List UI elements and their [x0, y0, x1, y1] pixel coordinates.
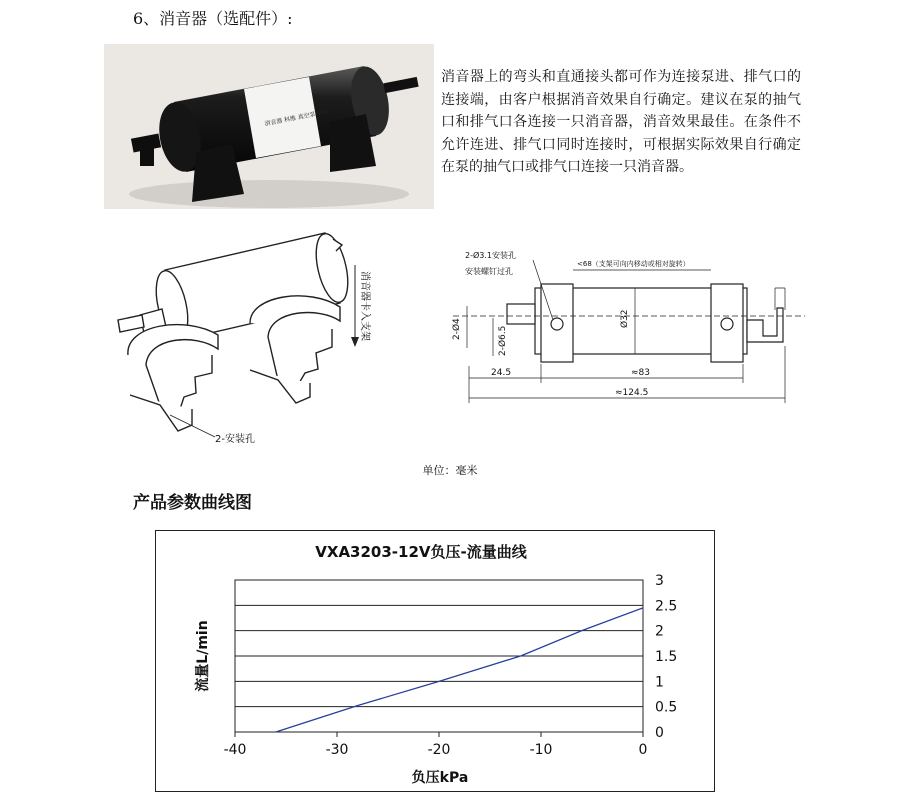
- x-tick-label: -30: [325, 742, 349, 758]
- flow-pressure-chart: [155, 530, 715, 792]
- y-axis-label: 流量L/min: [195, 620, 211, 692]
- note-screw: 安装螺钉过孔: [465, 267, 513, 276]
- y-tick-label: 3: [655, 573, 664, 589]
- unit-caption: 单位：毫米: [422, 464, 478, 477]
- y-tick-label: 1.5: [655, 649, 678, 665]
- dim-inner: 2-Ø6.5: [498, 325, 508, 356]
- x-tick-label: -40: [223, 742, 247, 758]
- y-tick-label: 1: [655, 674, 664, 691]
- section-title: 6、消音器（选配件）:: [133, 9, 293, 28]
- dim-left-height: 2-Ø4: [452, 318, 462, 340]
- note-length: <68（支架可向内移动或相对旋转）: [577, 260, 690, 268]
- x-tick-label: -10: [529, 742, 553, 758]
- description-text: 消音器上的弯头和直通接头都可作为连接泵进、排气口的连接端，由客户根据消音效果自行确定。建议在泵的抽气口和排气口各连接一只消音器，消音效果最佳。在条件不允许连进、排气口同时连接时，可根据实际效果自行确定在泵的抽气口或排气口连接一只消音器。: [441, 69, 801, 175]
- curve-heading: 产品参数曲线图: [133, 493, 252, 513]
- hole-label: 2-安装孔: [215, 434, 255, 445]
- muffler-dimension-drawing: [445, 238, 805, 413]
- chart-title: VXA3203-12V负压-流量曲线: [315, 543, 527, 561]
- dim-diameter: Ø32: [620, 309, 630, 328]
- dim-offset: 24.5: [491, 368, 512, 378]
- note-hole: 2-Ø3.1安装孔: [465, 251, 516, 260]
- muffler-photo-icon: [104, 44, 434, 209]
- x-tick-label: 0: [638, 742, 648, 758]
- dim-total: ≈124.5: [615, 388, 649, 398]
- y-tick-label: 2: [655, 623, 664, 640]
- photo-label: 消音器 科维 真空泵 VXA: [263, 108, 331, 128]
- x-tick-label: -20: [427, 742, 451, 758]
- arrow-label: 消音器卡入支架: [359, 271, 370, 341]
- y-tick-label: 0: [655, 725, 664, 741]
- y-tick-label: 0.5: [655, 699, 678, 716]
- muffler-photo: [104, 44, 434, 209]
- y-tick-label: 2.5: [655, 598, 678, 615]
- dim-body: ≈83: [631, 368, 650, 378]
- x-axis-label: 负压kPa: [411, 770, 469, 786]
- muffler-mounting-drawing: [100, 225, 400, 455]
